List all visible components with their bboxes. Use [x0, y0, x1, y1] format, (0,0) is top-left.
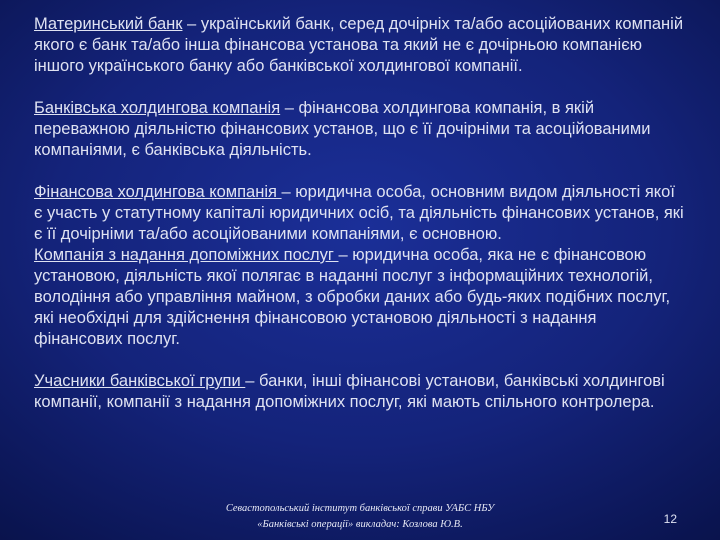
term-group-members: Учасники банківської групи: [34, 372, 246, 390]
definition-text-group-members: – банки, інші фінансові установи, банківські холдингові компанії, компанії з надання допоміжних послуг, які мають спільного контролера.: [34, 372, 665, 411]
page-number: 12: [663, 512, 677, 526]
spacer: [34, 350, 686, 371]
definition-auxiliary-services: [34, 245, 686, 350]
footer-course-lecturer: «Банківські операції» викладач: Козлова Ю.В.: [257, 519, 463, 530]
term-auxiliary-services: Компанія з надання допоміжних послуг: [34, 246, 339, 264]
spacer: [34, 77, 686, 98]
definition-text-parent-bank: – український банк, серед дочірніх та/або асоційованих компаній якого є банк та/або інша фінансова установа та який не є дочірньою компанією іншого українського банку або банківської холдингової компанії.: [34, 15, 684, 75]
term-parent-bank: Материнський банк: [34, 15, 183, 33]
definition-group-members: [34, 371, 686, 413]
spacer: [34, 161, 686, 182]
definition-parent-bank: [34, 14, 686, 77]
slide-body: [34, 14, 686, 413]
definition-text-auxiliary-services: – юридична особа, яка не є фінансовою установою, діяльність якої полягає в наданні послуг з інформаційних технологій, володіння або управління майном, з обробки даних або будь-яких подібних послуг, які необхідні для здійснення фінансовою установою діяльності з надання фінансових послуг.: [34, 246, 671, 348]
term-financial-holding: Фінансова холдингова компанія: [34, 183, 282, 201]
definition-bank-holding: [34, 98, 686, 161]
footer-institute: Севастопольський інститут банківської справи УАБС НБУ: [225, 503, 495, 514]
definition-financial-holding: [34, 182, 686, 245]
term-bank-holding: Банківська холдингова компанія: [34, 99, 281, 117]
footer: [0, 501, 720, 533]
definition-text-financial-holding: – юридична особа, основним видом діяльності якої є участь у статутному капіталі юридичних осіб, та діяльність фінансових установ, які є її дочірніми та/або асоційованими компаніями, є основною.: [34, 183, 684, 243]
definition-text-bank-holding: – фінансова холдингова компанія, в якій переважною діяльністю фінансових установ, що є її дочірніми та асоційованими компаніями, є банківська діяльність.: [34, 99, 651, 159]
